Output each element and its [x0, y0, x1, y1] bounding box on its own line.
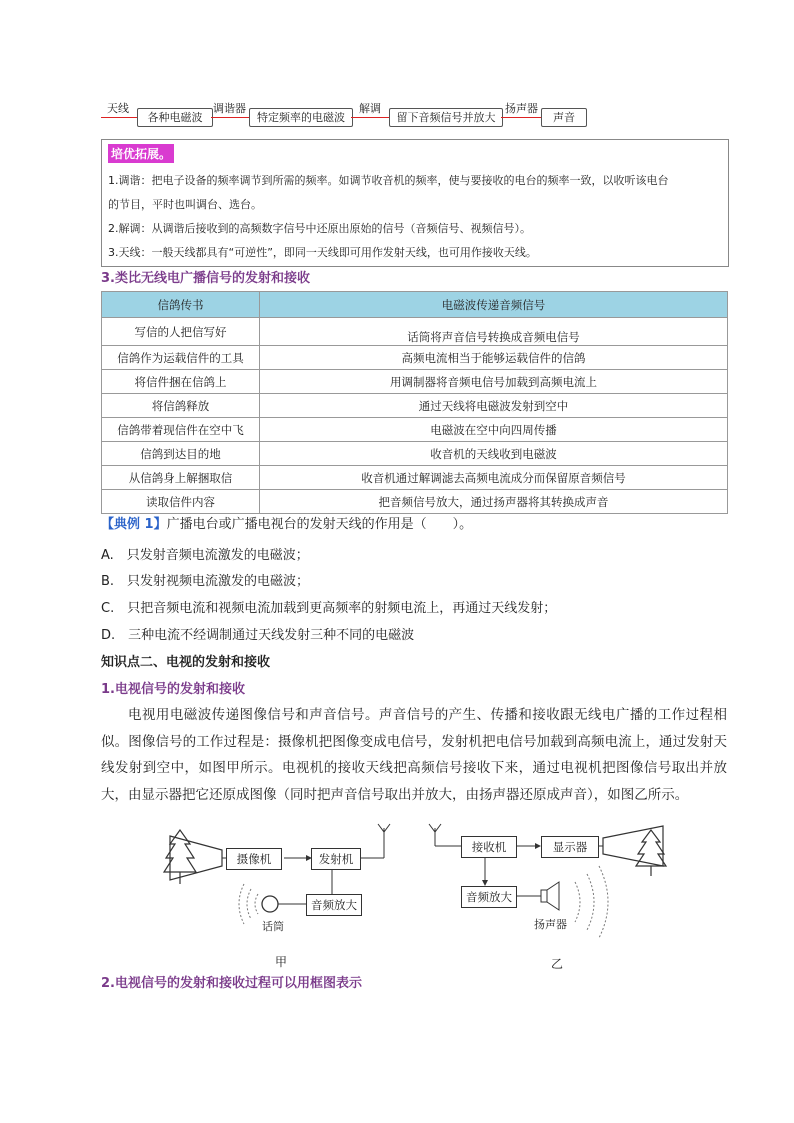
flow-label-tuner: 调谐器 — [213, 102, 246, 115]
audio-amp-box: 音频放大 — [461, 886, 517, 908]
extension-item: 3.天线：一般天线都具有“可逆性”，即同一天线即可用作发射天线，也可用作接收天线。 — [108, 246, 537, 259]
subsection-title: 1.电视信号的发射和接收 — [101, 682, 245, 697]
option-b: B. 只发射视频电流激发的电磁波； — [101, 574, 310, 589]
figure-caption-jia: 甲 — [275, 955, 288, 969]
flow-box-specific-freq: 特定频率的电磁波 — [249, 108, 353, 127]
comparison-table — [101, 291, 728, 514]
table-row — [102, 418, 728, 442]
table-cell: 电磁波在空中向四周传播 — [260, 418, 728, 442]
table-cell: 写信的人把信写好 — [102, 318, 260, 346]
table-row — [102, 490, 728, 514]
sound-wave-icon — [239, 884, 258, 924]
table-cell: 用调制器将音频电信号加载到高频电流上 — [260, 370, 728, 394]
table-header-row — [102, 292, 728, 318]
extension-title: 培优拓展。 — [108, 144, 174, 163]
example-tag: 【典例 1】 — [101, 517, 167, 532]
flow-label-demod: 解调 — [359, 102, 381, 115]
microphone-icon — [262, 896, 278, 912]
extension-item: 1.调谐：把电子设备的频率调节到所需的频率。如调节收音机的频率，使与要接收的电台的频率一致，以收听该电台 — [108, 174, 669, 187]
figure-caption-yi: 乙 — [551, 957, 564, 971]
table-cell: 话筒将声音信号转换成音频电信号 — [260, 318, 728, 346]
receiver-box: 接收机 — [461, 836, 517, 858]
sound-wave-icon — [575, 866, 608, 938]
table-cell: 信鸽作为运载信件的工具 — [102, 346, 260, 370]
transmitter-box: 发射机 — [311, 848, 361, 870]
table-row — [102, 394, 728, 418]
speaker-icon — [541, 890, 547, 902]
extension-box — [101, 139, 729, 267]
table-row — [102, 442, 728, 466]
option-a: A. 只发射音频电流激发的电磁波； — [101, 548, 309, 563]
display-box: 显示器 — [541, 836, 599, 858]
tree-icon — [636, 830, 666, 876]
table-row — [102, 370, 728, 394]
screen-icon — [603, 826, 663, 866]
table-cell: 通过天线将电磁波发射到空中 — [260, 394, 728, 418]
table-row — [102, 466, 728, 490]
camera-lens-icon — [170, 836, 222, 880]
table-cell: 将信件捆在信鸽上 — [102, 370, 260, 394]
table-cell: 信鸽带着现信件在空中飞 — [102, 418, 260, 442]
example-question: 广播电台或广播电视台的发射天线的作用是（ ）。 — [166, 517, 473, 532]
flow-arrow-2 — [211, 117, 249, 118]
table-cell: 从信鸽身上解捆取信 — [102, 466, 260, 490]
option-d: D. 三种电流不经调制通过天线发射三种不同的电磁波 — [101, 628, 415, 643]
flow-box-audio-amp: 留下音频信号并放大 — [389, 108, 503, 127]
table-header: 信鸽传书 — [102, 292, 260, 318]
table-row — [102, 346, 728, 370]
table-cell: 信鸽到达目的地 — [102, 442, 260, 466]
table-header: 电磁波传递音频信号 — [260, 292, 728, 318]
knowledge-point-title: 知识点二、电视的发射和接收 — [101, 655, 271, 670]
table-cell: 将信鸽释放 — [102, 394, 260, 418]
camera-box: 摄像机 — [226, 848, 282, 870]
subsection-title: 2.电视信号的发射和接收过程可以用框图表示 — [101, 976, 362, 991]
extension-item: 的节目，平时也叫调台、选台。 — [108, 198, 262, 211]
option-c: C. 只把音频电流和视频电流加载到更高频率的射频电流上，再通过天线发射； — [101, 601, 557, 616]
flow-box-waves: 各种电磁波 — [137, 108, 213, 127]
table-cell: 收音机的天线收到电磁波 — [260, 442, 728, 466]
flow-arrow-4 — [501, 117, 541, 118]
table-cell: 收音机通过解调滤去高频电流成分而保留原音频信号 — [260, 466, 728, 490]
table-cell: 把音频信号放大，通过扬声器将其转换成声音 — [260, 490, 728, 514]
flow-arrow-3 — [351, 117, 389, 118]
table-cell: 高频电流相当于能够运载信件的信鸽 — [260, 346, 728, 370]
extension-item: 2.解调：从调谐后接收到的高频数字信号中还原出原始的信号（音频信号、视频信号）。 — [108, 222, 531, 235]
section-title: 3.类比无线电广播信号的发射和接收 — [101, 271, 310, 286]
speaker-label: 扬声器 — [534, 918, 567, 931]
table-cell: 读取信件内容 — [102, 490, 260, 514]
flow-box-sound: 声音 — [541, 108, 587, 127]
audio-amp-box: 音频放大 — [306, 894, 362, 916]
table-row — [102, 318, 728, 346]
flow-label-antenna: 天线 — [107, 102, 129, 115]
mic-label: 话筒 — [262, 920, 284, 933]
paragraph: 电视用电磁波传递图像信号和声音信号。声音信号的产生、传播和接收跟无线电广播的工作过程相似。图像信号的工作过程是：摄像机把图像变成电信号，发射机把电信号加载到高频电流上，通过发射天线发射到空中，如图甲所示。电视机的接收天线把高频信号接收下来，通过电视机把图像信号取出并放大，由显示器把它还原成图像（同时把声音信号取出并放大，由扬声器还原成声音），如图乙所示。 — [101, 707, 727, 803]
example-question-line — [101, 513, 472, 532]
flow-label-speaker: 扬声器 — [505, 102, 538, 115]
flow-arrow-1 — [101, 117, 137, 118]
